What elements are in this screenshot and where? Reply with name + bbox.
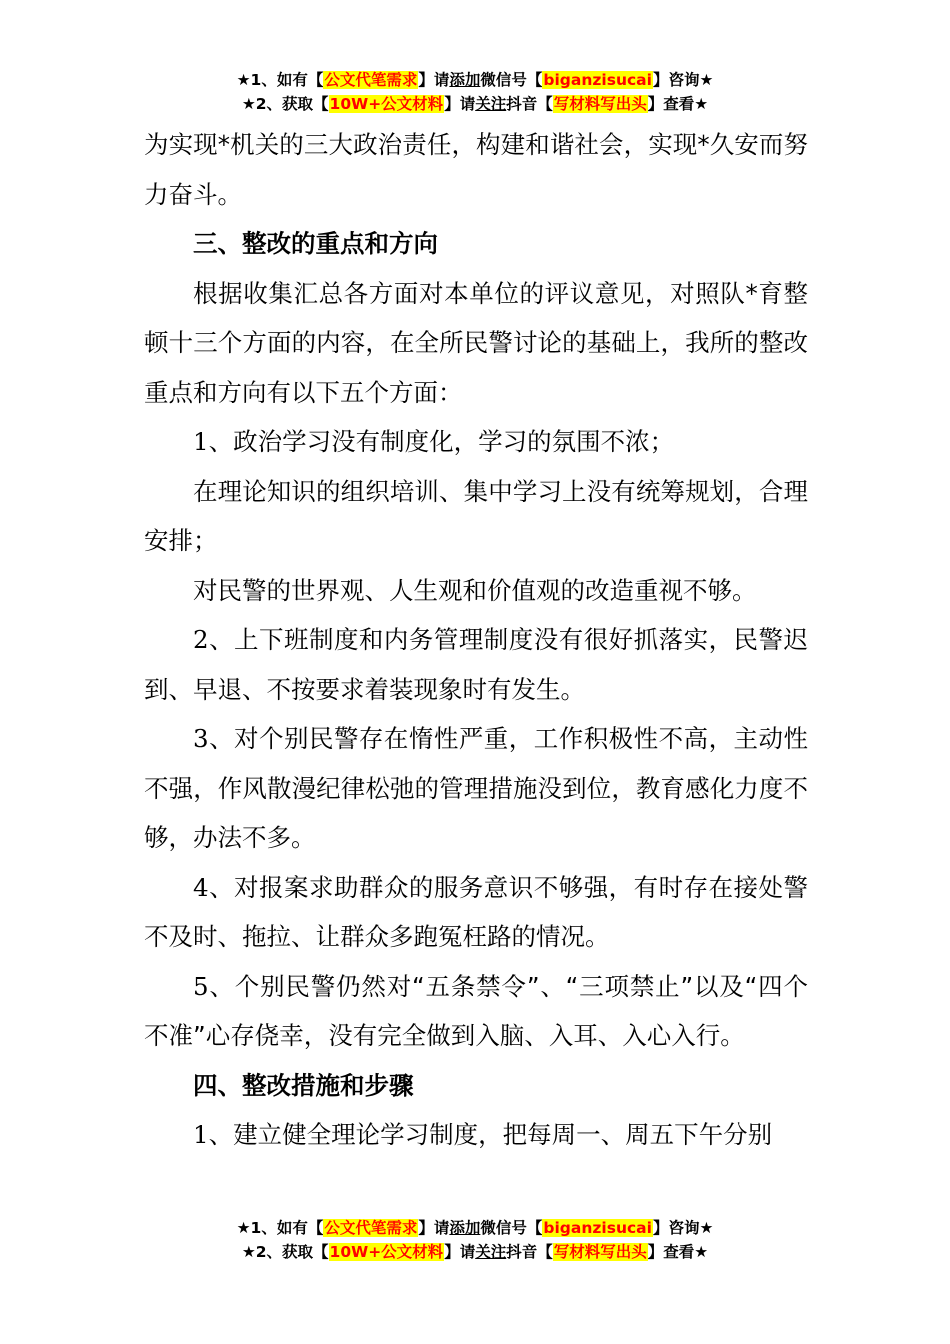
highlight-douyin-account: 写材料写出头 [553,95,647,113]
list-item [144,1110,808,1160]
item-number: 4 [193,872,209,902]
star-icon: ★ [699,71,714,89]
item-text: 、对个别民警存在惰性严重，工作积极性不高，主动性不强，作风散漫纪律松弛的管理措施没到位，教育感化力度不够，办法不多。 [144,724,808,852]
banner-line-1 [0,68,950,92]
list-item [144,417,808,467]
item-text: 、建立健全理论学习制度，把每周一、周五下午分别 [208,1120,773,1149]
item-text: 、上下班制度和内务管理制度没有很好抓落实，民警迟到、早退、不按要求着装现象时有发生。 [144,625,808,704]
banner-text: 】咨询 [652,1219,700,1237]
highlight-douyin-account: 写材料写出头 [553,1243,647,1261]
banner-text: 】查看 [647,95,695,113]
banner-text: 】查看 [647,1243,695,1261]
section-heading-4: 四、整改措施和步骤 [193,1070,414,1100]
star-icon: ★ [694,1243,709,1261]
list-item [144,863,808,962]
banner-text: 抖音【 [506,95,553,113]
paragraph: 为实现*机关的三大政治责任，构建和谐社会，实现*久安而努力奋斗。 [144,130,808,209]
highlight-service: 公文代笔需求 [324,71,418,89]
star-icon: ★ [699,1219,714,1237]
banner-text: 2、获取【 [255,1243,329,1261]
banner-text: 微信号【 [480,1219,543,1237]
banner-text: 】请 [418,1219,450,1237]
item-number: 1 [193,427,209,456]
star-icon: ★ [694,95,709,113]
item-text: 、对报案求助群众的服务意识不够强，有时存在接处警不及时、拖拉、让群众多跑冤枉路的情况。 [144,872,808,951]
highlight-service: 公文代笔需求 [324,1219,418,1237]
list-item [144,962,808,1061]
underlined-text: 关注 [475,95,507,113]
banner-line-1 [0,1216,950,1240]
banner-text: 】咨询 [652,71,700,89]
banner-text: 2、获取【 [255,95,329,113]
star-icon: ★ [236,1219,251,1237]
banner-line-2 [0,1240,950,1264]
banner-line-2 [0,92,950,116]
banner-text: 】请 [418,71,450,89]
paragraph: 根据收集汇总各方面对本单位的评议意见，对照队*育整顿十三个方面的内容，在全所民警讨论的基础上，我所的整改重点和方向有以下五个方面： [144,278,808,407]
list-item [144,714,808,863]
highlight-materials: 10W+公文材料 [329,1243,444,1261]
document-body [144,120,808,1160]
item-number: 1 [193,1120,209,1149]
paragraph: 对民警的世界观、人生观和价值观的改造重视不够。 [193,575,757,605]
underlined-text: 添加 [449,1219,481,1237]
star-icon: ★ [241,95,256,113]
item-number: 3 [193,724,209,753]
paragraph: 在理论知识的组织培训、集中学习上没有统筹规划，合理安排； [144,476,808,555]
item-number: 5 [193,971,209,1001]
list-item [144,615,808,714]
highlight-wechat-id: biganzisucai [543,1219,652,1237]
item-text: 、个别民警仍然对“五条禁令”、“三项禁止”以及“四个不准”心存侥幸，没有完全做到入脑、入耳、入心入行。 [144,971,808,1050]
banner-text: 抖音【 [506,1243,553,1261]
banner-text: 】请 [444,1243,476,1261]
section-heading-3: 三、整改的重点和方向 [193,229,438,258]
star-icon: ★ [241,1243,256,1261]
item-text: 、政治学习没有制度化，学习的氛围不浓； [208,427,675,456]
underlined-text: 关注 [475,1243,507,1261]
star-icon: ★ [236,71,251,89]
highlight-materials: 10W+公文材料 [329,95,444,113]
banner-text: 1、如有【 [250,71,324,89]
underlined-text: 添加 [449,71,481,89]
banner-text: 1、如有【 [250,1219,324,1237]
item-number: 2 [193,625,209,654]
banner-text: 】请 [444,95,476,113]
header-banner [0,68,950,116]
banner-text: 微信号【 [480,71,543,89]
highlight-wechat-id: biganzisucai [543,71,652,89]
footer-banner [0,1216,950,1264]
